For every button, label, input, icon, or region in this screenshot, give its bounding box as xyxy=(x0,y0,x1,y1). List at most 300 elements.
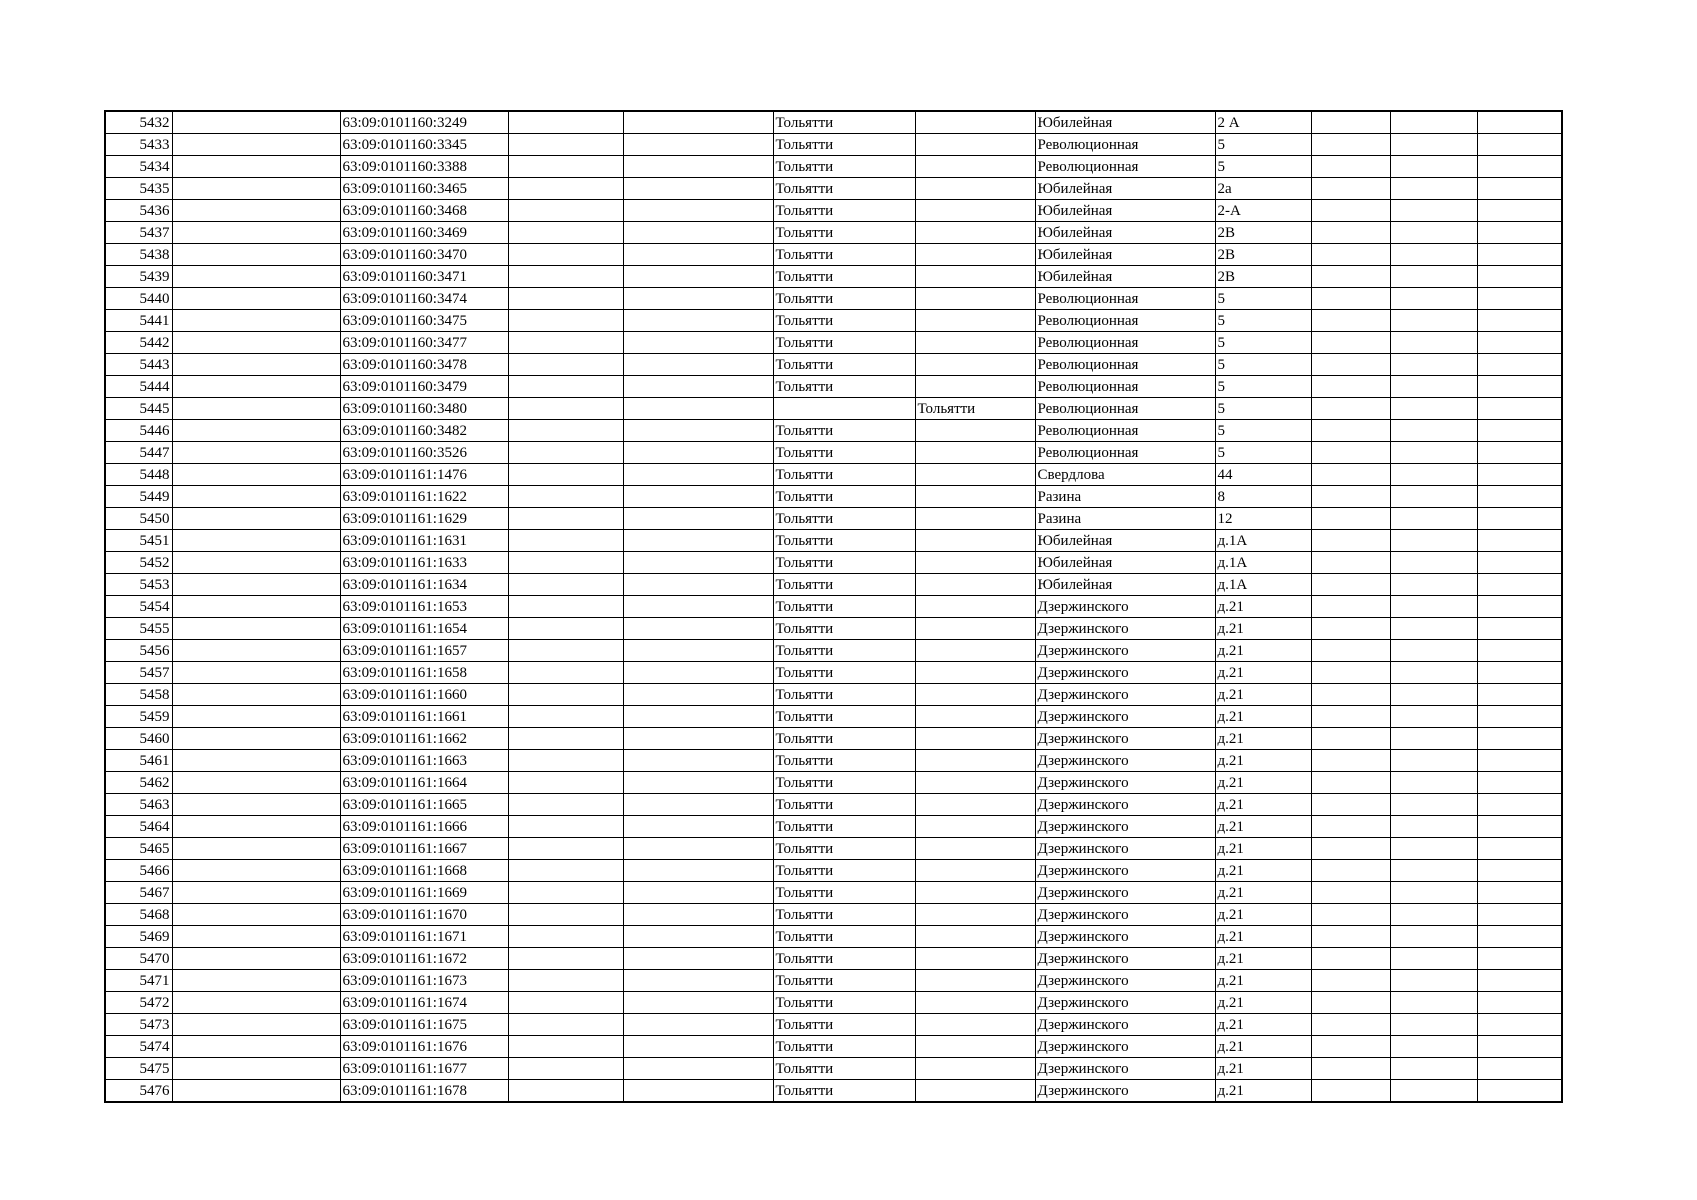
empty-cell-b xyxy=(508,816,623,838)
empty-cell-b xyxy=(508,706,623,728)
empty-cell-e xyxy=(1390,772,1477,794)
house-number-cell: 2 А xyxy=(1215,111,1311,134)
table-row xyxy=(105,134,1562,156)
house-number-cell: 5 xyxy=(1215,442,1311,464)
empty-cell-f xyxy=(1477,750,1562,772)
table-row xyxy=(105,354,1562,376)
city-cell: Тольятти xyxy=(773,662,915,684)
house-number-cell: д.21 xyxy=(1215,772,1311,794)
settlement-cell xyxy=(915,706,1035,728)
table-row xyxy=(105,618,1562,640)
empty-cell-f xyxy=(1477,244,1562,266)
street-cell: Юбилейная xyxy=(1035,574,1215,596)
settlement-cell xyxy=(915,882,1035,904)
house-number-cell: д.21 xyxy=(1215,1058,1311,1080)
street-cell: Революционная xyxy=(1035,288,1215,310)
row-number-cell: 5450 xyxy=(105,508,172,530)
empty-cell-a xyxy=(172,222,340,244)
table-row xyxy=(105,288,1562,310)
empty-cell-c xyxy=(623,222,773,244)
empty-cell-e xyxy=(1390,706,1477,728)
row-number-cell: 5436 xyxy=(105,200,172,222)
empty-cell-b xyxy=(508,948,623,970)
empty-cell-d xyxy=(1311,1080,1390,1103)
settlement-cell xyxy=(915,926,1035,948)
empty-cell-c xyxy=(623,244,773,266)
row-number-cell: 5474 xyxy=(105,1036,172,1058)
cadastral-number-cell: 63:09:0101161:1665 xyxy=(340,794,508,816)
row-number-cell: 5433 xyxy=(105,134,172,156)
empty-cell-e xyxy=(1390,750,1477,772)
settlement-cell xyxy=(915,354,1035,376)
empty-cell-d xyxy=(1311,200,1390,222)
settlement-cell xyxy=(915,266,1035,288)
empty-cell-c xyxy=(623,530,773,552)
empty-cell-c xyxy=(623,354,773,376)
empty-cell-c xyxy=(623,860,773,882)
empty-cell-e xyxy=(1390,288,1477,310)
settlement-cell xyxy=(915,640,1035,662)
empty-cell-f xyxy=(1477,552,1562,574)
street-cell: Дзержинского xyxy=(1035,970,1215,992)
empty-cell-c xyxy=(623,376,773,398)
table-row xyxy=(105,970,1562,992)
street-cell: Дзержинского xyxy=(1035,662,1215,684)
empty-cell-b xyxy=(508,596,623,618)
table-row xyxy=(105,508,1562,530)
city-cell: Тольятти xyxy=(773,1058,915,1080)
table-row xyxy=(105,992,1562,1014)
city-cell: Тольятти xyxy=(773,992,915,1014)
empty-cell-b xyxy=(508,904,623,926)
city-cell: Тольятти xyxy=(773,948,915,970)
empty-cell-a xyxy=(172,354,340,376)
city-cell: Тольятти xyxy=(773,266,915,288)
house-number-cell: 2В xyxy=(1215,244,1311,266)
empty-cell-c xyxy=(623,706,773,728)
empty-cell-f xyxy=(1477,508,1562,530)
settlement-cell xyxy=(915,178,1035,200)
house-number-cell: 5 xyxy=(1215,156,1311,178)
city-cell: Тольятти xyxy=(773,288,915,310)
empty-cell-d xyxy=(1311,816,1390,838)
empty-cell-f xyxy=(1477,1080,1562,1103)
empty-cell-a xyxy=(172,288,340,310)
city-cell: Тольятти xyxy=(773,706,915,728)
empty-cell-a xyxy=(172,926,340,948)
empty-cell-a xyxy=(172,904,340,926)
empty-cell-b xyxy=(508,508,623,530)
city-cell: Тольятти xyxy=(773,332,915,354)
settlement-cell xyxy=(915,596,1035,618)
empty-cell-f xyxy=(1477,266,1562,288)
house-number-cell: д.21 xyxy=(1215,816,1311,838)
empty-cell-c xyxy=(623,332,773,354)
cadastral-number-cell: 63:09:0101160:3249 xyxy=(340,111,508,134)
city-cell: Тольятти xyxy=(773,442,915,464)
settlement-cell xyxy=(915,200,1035,222)
empty-cell-a xyxy=(172,794,340,816)
street-cell: Дзержинского xyxy=(1035,1080,1215,1103)
empty-cell-a xyxy=(172,772,340,794)
empty-cell-e xyxy=(1390,838,1477,860)
house-number-cell: д.21 xyxy=(1215,860,1311,882)
empty-cell-a xyxy=(172,464,340,486)
empty-cell-a xyxy=(172,134,340,156)
row-number-cell: 5445 xyxy=(105,398,172,420)
cadastral-number-cell: 63:09:0101161:1662 xyxy=(340,728,508,750)
table-row xyxy=(105,200,1562,222)
empty-cell-f xyxy=(1477,376,1562,398)
cadastral-number-cell: 63:09:0101161:1674 xyxy=(340,992,508,1014)
empty-cell-c xyxy=(623,596,773,618)
house-number-cell: 2В xyxy=(1215,266,1311,288)
row-number-cell: 5437 xyxy=(105,222,172,244)
empty-cell-e xyxy=(1390,442,1477,464)
empty-cell-b xyxy=(508,1058,623,1080)
table-body xyxy=(105,111,1562,1102)
house-number-cell: д.21 xyxy=(1215,992,1311,1014)
city-cell: Тольятти xyxy=(773,596,915,618)
street-cell: Дзержинского xyxy=(1035,640,1215,662)
table-row xyxy=(105,420,1562,442)
empty-cell-c xyxy=(623,1014,773,1036)
empty-cell-d xyxy=(1311,266,1390,288)
house-number-cell: 5 xyxy=(1215,134,1311,156)
empty-cell-c xyxy=(623,1058,773,1080)
empty-cell-e xyxy=(1390,552,1477,574)
empty-cell-b xyxy=(508,794,623,816)
row-number-cell: 5471 xyxy=(105,970,172,992)
empty-cell-c xyxy=(623,618,773,640)
house-number-cell: 5 xyxy=(1215,332,1311,354)
empty-cell-c xyxy=(623,728,773,750)
street-cell: Дзержинского xyxy=(1035,772,1215,794)
city-cell: Тольятти xyxy=(773,772,915,794)
settlement-cell xyxy=(915,772,1035,794)
settlement-cell xyxy=(915,794,1035,816)
settlement-cell xyxy=(915,684,1035,706)
row-number-cell: 5454 xyxy=(105,596,172,618)
empty-cell-b xyxy=(508,134,623,156)
empty-cell-f xyxy=(1477,574,1562,596)
empty-cell-f xyxy=(1477,706,1562,728)
house-number-cell: 5 xyxy=(1215,376,1311,398)
table-row xyxy=(105,156,1562,178)
house-number-cell: д.1А xyxy=(1215,530,1311,552)
settlement-cell xyxy=(915,574,1035,596)
empty-cell-b xyxy=(508,354,623,376)
settlement-cell xyxy=(915,530,1035,552)
empty-cell-c xyxy=(623,662,773,684)
empty-cell-a xyxy=(172,640,340,662)
cadastral-number-cell: 63:09:0101160:3345 xyxy=(340,134,508,156)
empty-cell-d xyxy=(1311,640,1390,662)
settlement-cell xyxy=(915,134,1035,156)
empty-cell-a xyxy=(172,970,340,992)
city-cell: Тольятти xyxy=(773,420,915,442)
street-cell: Дзержинского xyxy=(1035,596,1215,618)
empty-cell-e xyxy=(1390,134,1477,156)
cadastral-number-cell: 63:09:0101160:3468 xyxy=(340,200,508,222)
cadastral-number-cell: 63:09:0101160:3478 xyxy=(340,354,508,376)
cadastral-number-cell: 63:09:0101160:3482 xyxy=(340,420,508,442)
settlement-cell xyxy=(915,838,1035,860)
empty-cell-a xyxy=(172,992,340,1014)
table-row xyxy=(105,772,1562,794)
cadastral-number-cell: 63:09:0101160:3469 xyxy=(340,222,508,244)
empty-cell-d xyxy=(1311,618,1390,640)
row-number-cell: 5456 xyxy=(105,640,172,662)
empty-cell-a xyxy=(172,574,340,596)
empty-cell-b xyxy=(508,486,623,508)
empty-cell-b xyxy=(508,398,623,420)
empty-cell-f xyxy=(1477,1036,1562,1058)
empty-cell-a xyxy=(172,442,340,464)
empty-cell-e xyxy=(1390,970,1477,992)
row-number-cell: 5439 xyxy=(105,266,172,288)
settlement-cell xyxy=(915,1058,1035,1080)
empty-cell-d xyxy=(1311,134,1390,156)
table-row xyxy=(105,860,1562,882)
empty-cell-c xyxy=(623,816,773,838)
house-number-cell: д.21 xyxy=(1215,684,1311,706)
street-cell: Дзержинского xyxy=(1035,926,1215,948)
empty-cell-a xyxy=(172,662,340,684)
empty-cell-a xyxy=(172,552,340,574)
house-number-cell: 5 xyxy=(1215,310,1311,332)
empty-cell-d xyxy=(1311,222,1390,244)
empty-cell-f xyxy=(1477,948,1562,970)
street-cell: Дзержинского xyxy=(1035,882,1215,904)
house-number-cell: д.21 xyxy=(1215,728,1311,750)
empty-cell-a xyxy=(172,156,340,178)
empty-cell-d xyxy=(1311,376,1390,398)
empty-cell-d xyxy=(1311,332,1390,354)
empty-cell-c xyxy=(623,486,773,508)
row-number-cell: 5457 xyxy=(105,662,172,684)
row-number-cell: 5442 xyxy=(105,332,172,354)
settlement-cell xyxy=(915,376,1035,398)
house-number-cell: 2В xyxy=(1215,222,1311,244)
empty-cell-b xyxy=(508,222,623,244)
empty-cell-f xyxy=(1477,816,1562,838)
empty-cell-e xyxy=(1390,111,1477,134)
settlement-cell xyxy=(915,111,1035,134)
city-cell: Тольятти xyxy=(773,926,915,948)
settlement-cell xyxy=(915,486,1035,508)
table-row xyxy=(105,574,1562,596)
empty-cell-f xyxy=(1477,684,1562,706)
cadastral-number-cell: 63:09:0101161:1675 xyxy=(340,1014,508,1036)
empty-cell-c xyxy=(623,134,773,156)
empty-cell-e xyxy=(1390,926,1477,948)
cadastral-number-cell: 63:09:0101160:3471 xyxy=(340,266,508,288)
empty-cell-b xyxy=(508,111,623,134)
row-number-cell: 5473 xyxy=(105,1014,172,1036)
table-row xyxy=(105,948,1562,970)
city-cell: Тольятти xyxy=(773,552,915,574)
row-number-cell: 5434 xyxy=(105,156,172,178)
empty-cell-f xyxy=(1477,992,1562,1014)
house-number-cell: д.21 xyxy=(1215,596,1311,618)
street-cell: Юбилейная xyxy=(1035,530,1215,552)
empty-cell-a xyxy=(172,1036,340,1058)
empty-cell-e xyxy=(1390,222,1477,244)
city-cell: Тольятти xyxy=(773,1036,915,1058)
house-number-cell: д.21 xyxy=(1215,1080,1311,1103)
empty-cell-f xyxy=(1477,1058,1562,1080)
settlement-cell xyxy=(915,244,1035,266)
row-number-cell: 5447 xyxy=(105,442,172,464)
house-number-cell: д.21 xyxy=(1215,926,1311,948)
empty-cell-f xyxy=(1477,618,1562,640)
cadastral-number-cell: 63:09:0101161:1634 xyxy=(340,574,508,596)
empty-cell-c xyxy=(623,310,773,332)
table-row xyxy=(105,640,1562,662)
empty-cell-a xyxy=(172,376,340,398)
street-cell: Дзержинского xyxy=(1035,816,1215,838)
empty-cell-c xyxy=(623,178,773,200)
city-cell: Тольятти xyxy=(773,508,915,530)
empty-cell-d xyxy=(1311,706,1390,728)
empty-cell-e xyxy=(1390,1080,1477,1103)
empty-cell-f xyxy=(1477,596,1562,618)
empty-cell-b xyxy=(508,464,623,486)
empty-cell-b xyxy=(508,926,623,948)
table-row xyxy=(105,1080,1562,1103)
table-row xyxy=(105,486,1562,508)
house-number-cell: 5 xyxy=(1215,398,1311,420)
cadastral-number-cell: 63:09:0101161:1672 xyxy=(340,948,508,970)
empty-cell-b xyxy=(508,618,623,640)
city-cell: Тольятти xyxy=(773,882,915,904)
empty-cell-d xyxy=(1311,1058,1390,1080)
empty-cell-c xyxy=(623,464,773,486)
empty-cell-f xyxy=(1477,794,1562,816)
settlement-cell xyxy=(915,904,1035,926)
cadastral-number-cell: 63:09:0101161:1629 xyxy=(340,508,508,530)
registry-table xyxy=(104,110,1563,1103)
cadastral-number-cell: 63:09:0101161:1654 xyxy=(340,618,508,640)
empty-cell-d xyxy=(1311,552,1390,574)
table-row xyxy=(105,464,1562,486)
empty-cell-d xyxy=(1311,948,1390,970)
city-cell: Тольятти xyxy=(773,178,915,200)
empty-cell-a xyxy=(172,398,340,420)
empty-cell-e xyxy=(1390,640,1477,662)
empty-cell-a xyxy=(172,420,340,442)
empty-cell-a xyxy=(172,596,340,618)
empty-cell-c xyxy=(623,1080,773,1103)
empty-cell-f xyxy=(1477,662,1562,684)
city-cell: Тольятти xyxy=(773,1080,915,1103)
table-row xyxy=(105,1014,1562,1036)
row-number-cell: 5461 xyxy=(105,750,172,772)
row-number-cell: 5467 xyxy=(105,882,172,904)
empty-cell-e xyxy=(1390,266,1477,288)
empty-cell-d xyxy=(1311,288,1390,310)
street-cell: Революционная xyxy=(1035,354,1215,376)
table-row xyxy=(105,684,1562,706)
empty-cell-a xyxy=(172,750,340,772)
empty-cell-f xyxy=(1477,420,1562,442)
empty-cell-b xyxy=(508,200,623,222)
street-cell: Революционная xyxy=(1035,332,1215,354)
empty-cell-b xyxy=(508,332,623,354)
empty-cell-f xyxy=(1477,838,1562,860)
house-number-cell: 8 xyxy=(1215,486,1311,508)
empty-cell-f xyxy=(1477,156,1562,178)
empty-cell-f xyxy=(1477,970,1562,992)
empty-cell-c xyxy=(623,684,773,706)
empty-cell-e xyxy=(1390,992,1477,1014)
street-cell: Революционная xyxy=(1035,376,1215,398)
empty-cell-c xyxy=(623,970,773,992)
street-cell: Революционная xyxy=(1035,398,1215,420)
empty-cell-f xyxy=(1477,222,1562,244)
empty-cell-f xyxy=(1477,904,1562,926)
empty-cell-d xyxy=(1311,838,1390,860)
house-number-cell: д.21 xyxy=(1215,618,1311,640)
house-number-cell: д.21 xyxy=(1215,794,1311,816)
table-row xyxy=(105,530,1562,552)
street-cell: Юбилейная xyxy=(1035,178,1215,200)
row-number-cell: 5440 xyxy=(105,288,172,310)
empty-cell-b xyxy=(508,662,623,684)
row-number-cell: 5444 xyxy=(105,376,172,398)
empty-cell-a xyxy=(172,486,340,508)
row-number-cell: 5443 xyxy=(105,354,172,376)
house-number-cell: д.21 xyxy=(1215,1036,1311,1058)
empty-cell-a xyxy=(172,111,340,134)
cadastral-number-cell: 63:09:0101160:3477 xyxy=(340,332,508,354)
cadastral-number-cell: 63:09:0101161:1633 xyxy=(340,552,508,574)
empty-cell-b xyxy=(508,772,623,794)
city-cell: Тольятти xyxy=(773,860,915,882)
row-number-cell: 5476 xyxy=(105,1080,172,1103)
empty-cell-d xyxy=(1311,728,1390,750)
settlement-cell xyxy=(915,1080,1035,1103)
empty-cell-b xyxy=(508,574,623,596)
street-cell: Дзержинского xyxy=(1035,1036,1215,1058)
cadastral-number-cell: 63:09:0101161:1677 xyxy=(340,1058,508,1080)
street-cell: Юбилейная xyxy=(1035,552,1215,574)
empty-cell-c xyxy=(623,882,773,904)
empty-cell-a xyxy=(172,706,340,728)
cadastral-number-cell: 63:09:0101161:1667 xyxy=(340,838,508,860)
empty-cell-a xyxy=(172,332,340,354)
settlement-cell xyxy=(915,442,1035,464)
city-cell xyxy=(773,398,915,420)
city-cell: Тольятти xyxy=(773,530,915,552)
house-number-cell: 5 xyxy=(1215,354,1311,376)
empty-cell-a xyxy=(172,244,340,266)
row-number-cell: 5462 xyxy=(105,772,172,794)
city-cell: Тольятти xyxy=(773,728,915,750)
cadastral-number-cell: 63:09:0101161:1631 xyxy=(340,530,508,552)
settlement-cell xyxy=(915,332,1035,354)
table-row xyxy=(105,662,1562,684)
house-number-cell: 44 xyxy=(1215,464,1311,486)
cadastral-number-cell: 63:09:0101160:3465 xyxy=(340,178,508,200)
empty-cell-d xyxy=(1311,398,1390,420)
row-number-cell: 5460 xyxy=(105,728,172,750)
empty-cell-c xyxy=(623,574,773,596)
table-row xyxy=(105,398,1562,420)
row-number-cell: 5451 xyxy=(105,530,172,552)
cadastral-number-cell: 63:09:0101161:1676 xyxy=(340,1036,508,1058)
